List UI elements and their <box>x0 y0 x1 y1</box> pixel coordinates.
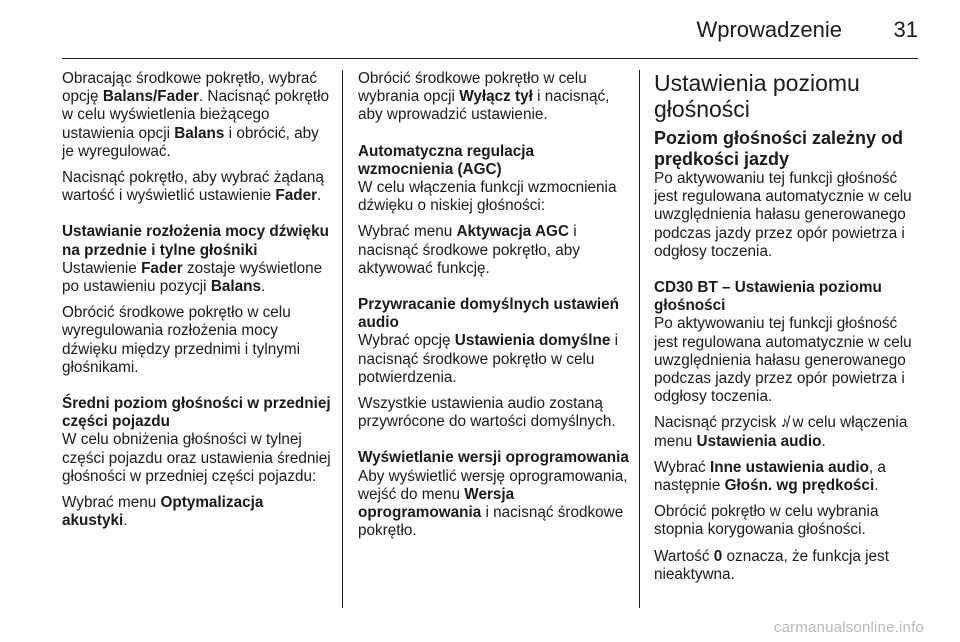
paragraph: Obracając środkowe pokrętło, wybrać opcję Balans/Fader. Nacisnąć pokrętło w celu wyświetlenia bieżącego ustawienia opcji Balans i obrócić, aby je wyregulować. <box>62 70 329 160</box>
paragraph: Obrócić środkowe pokrętło w celu wybrania opcji Wyłącz tył i nacisnąć, aby wprowadzić ustawienie. <box>358 70 610 124</box>
paragraph: Wartość 0 oznacza, że funkcja jest nieaktywna. <box>654 547 889 583</box>
chapter-title: Ustawienia poziomu głośności <box>654 70 860 122</box>
paragraph: Nacisnąć pokrętło, aby wybrać żądaną wartość i wyświetlić ustawienie Fader. <box>62 169 324 205</box>
paragraph: W celu włączenia funkcji wzmocnienia dźwięku o niskiej głośności: <box>358 179 617 215</box>
section-heading-software: Wyświetlanie wersji oprogramowania <box>358 449 629 467</box>
page-header <box>0 0 960 60</box>
column-1 <box>62 70 332 538</box>
paragraph: Wybrać menu Optymalizacja akustyki. <box>62 494 264 530</box>
column-3 <box>654 70 920 592</box>
paragraph: Wszystkie ustawienia audio zostaną przywrócone do wartości domyślnych. <box>358 395 616 431</box>
header-rule <box>62 58 918 59</box>
page-number: 31 <box>893 17 918 42</box>
column-divider-1 <box>342 70 343 608</box>
paragraph: Obrócić pokrętło w celu wybrania stopnia korygowania głośności. <box>654 503 879 539</box>
column-divider-2 <box>639 70 640 608</box>
column-2 <box>358 70 630 548</box>
tone-button-icon: ♪̸ <box>780 414 789 432</box>
paragraph: W celu obniżenia głośności w tylnej części pojazdu oraz ustawienia średniej głośności w przedniej części pojazdu: <box>62 431 331 485</box>
section-heading-front-volume: Średni poziom głośności w przedniej części pojazdu <box>62 395 331 431</box>
header-title: Wprowadzenie <box>696 17 842 42</box>
paragraph: Obrócić środkowe pokrętło w celu wyregulowania rozłożenia mocy dźwięku między przednimi i tylnymi głośnikami. <box>62 304 301 376</box>
paragraph: Nacisnąć przycisk ♪̸ w celu włączenia menu Ustawienia audio. <box>654 414 908 450</box>
subsection-title: Poziom głośności zależny od prędkości jazdy <box>654 128 904 169</box>
paragraph: Po aktywowaniu tej funkcji głośność jest regulowana automatycznie w celu uwzględnienia hałasu generowanego podczas jazdy przez opór powietrza i odgłosy toczenia. <box>654 170 912 260</box>
section-heading-defaults: Przywracanie domyślnych ustawień audio <box>358 296 619 332</box>
paragraph: Wybrać Inne ustawienia audio, a następnie Głośn. wg prędkości. <box>654 458 886 495</box>
section-heading-cd30: CD30 BT – Ustawienia poziomu głośności <box>654 279 882 315</box>
section-heading-agc: Automatyczna regulacja wzmocnienia (AGC) <box>358 142 534 178</box>
section-heading-fader: Ustawianie rozłożenia mocy dźwięku na przednie i tylne głośniki <box>62 223 329 259</box>
paragraph: Ustawienie Fader zostaje wyświetlone po ustawieniu pozycji Balans. <box>62 259 323 296</box>
paragraph: Po aktywowaniu tej funkcji głośność jest regulowana automatycznie w celu uwzględnienia hałasu generowanego podczas jazdy przez opór powietrza i odgłosy toczenia. <box>654 315 912 406</box>
paragraph: Wybrać menu Aktywacja AGC i nacisnąć środkowe pokrętło, aby aktywować funkcję. <box>358 223 580 277</box>
watermark: carmanualsonline.info <box>773 619 924 636</box>
paragraph: Aby wyświetlić wersję oprogramowania, wejść do menu Wersja oprogramowania i nacisnąć środkowe pokrętło. <box>358 467 628 540</box>
paragraph: Wybrać opcję Ustawienia domyślne i nacisnąć środkowe pokrętło w celu potwierdzenia. <box>358 332 619 386</box>
